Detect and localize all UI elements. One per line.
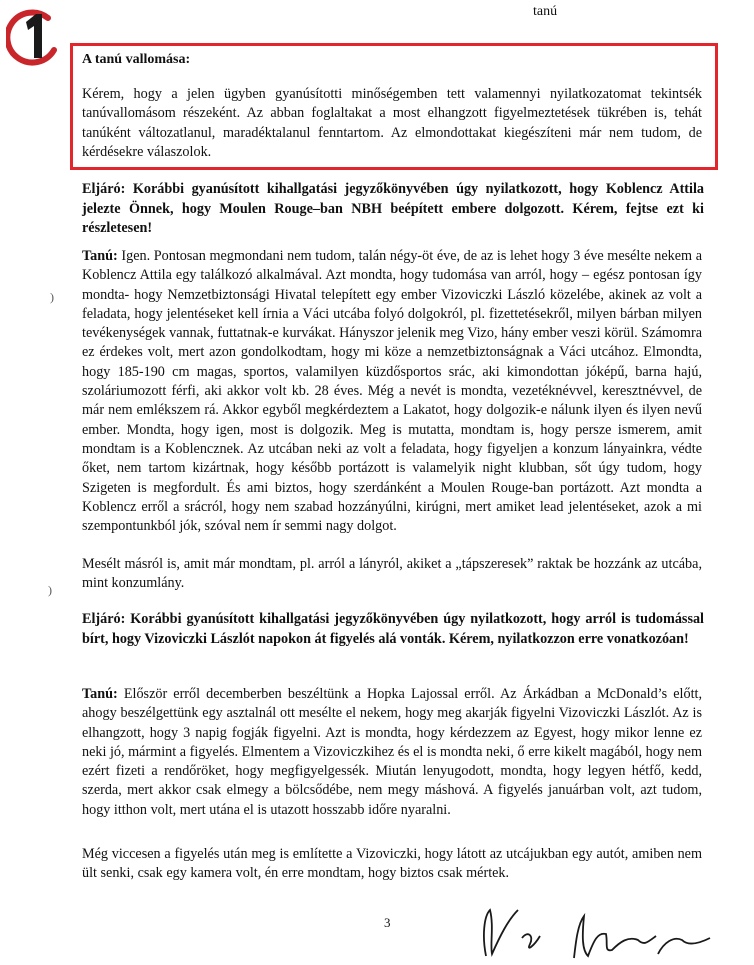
- header-word: tanú: [533, 4, 558, 19]
- answer-1-speaker: Tanú:: [82, 248, 118, 264]
- answer-2: [82, 685, 702, 820]
- answer-1-continued: Mesélt másról is, amit már mondtam, pl. arról a lányról, akiket a „tápszeresek” raktak be hozzánk az utcába, mint konzumlány.: [82, 556, 702, 592]
- margin-mark: ): [50, 290, 54, 304]
- answer-2-text: Először erről decemberben beszéltünk a Hopka Lajossal erről. Az Árkádban a McDonald’s előtt, ahogy beszélgettünk egy asztalnál ott mesélte el nekem, hogy meg akarják figyelni Vizoviczki Lászlót. Az is elhangzott, hogy 3 napig fogják figyelni. Azt is mondta, hogy kérdezzem az Egyest, hogy mikor lenne ez neki jó, mármint a figyelés. Elmentem a Vizoviczkihez és el is mondta neki, ő erre kikelt magából, hogy nem ezért fizeti a rendőröket, hogy megfigyelgessék. Miután lenyugodott, mondta, hogy legyen hétfő, kedd, szerda, mert akkor csak elmegy a bölcsődébe, nem megy máshová. A figyelés januárban volt, azt tudom, hogy itthon volt, mert utána el is utazott hosszabb időre nyaralni.: [82, 686, 702, 818]
- question-1-speaker: Eljáró:: [82, 181, 126, 197]
- answer-1-text: Igen. Pontosan megmondani nem tudom, talán négy-öt éve, de az is lehet hogy 3 éve mesélte nekem a Koblencz Attila egy találkozó alkalmával. Azt mondta, hogy tudomása van arról, hogy – egész pontosan így mondta- hogy Nemzetbiztonsági Hivatal telepített egy ember Vizoviczki László közelébe, akinek az volt a feladata, hogy jelentéseket kell írnia a Váci utcába folyó dolgokról, pl. fizettetésekről, milyen bárban milyen tevékenységek vannak, futtatnak-e kurvákat. Hányszor jelenik meg Vizo, hány ember veszi körül. Számomra ez érdekes volt, mert azon gondolkodtam, hogy mi köze a nemzetbiztonságnak a Váci utcához. Elmondta, hogy 185-190 cm magas, sportos, valamilyen küzdősportos srác, aki kimondottan jóképű, barna hajú, szoláriumozott férfi, aki akkor volt kb. 28 éves. Még a nevét is mondta, vezetéknévvel, keresztnévvel, de már nem emlékszem rá. Akkor egyből megkérdeztem a Lakatot, hogy dolgozik-e nálunk ilyen és ilyen nevű ember. Mondta, hogy igen, most is dolgozik. Meg is mutatta, mondtam is, hogy persze ismerem, amit mondtam is a Koblencznek. Az utcában neki az volt a feladata, hogy figyeljen a konzum lányainkra, védte őket, nem tartom kizártnak, hogy később portázott is valamelyik night klubban, sőt úgy tudom, hogy Szigeten is megfordult. És ami biztos, hogy szerdánként a Moulen Rouge-ban portázott. Azt mondta a Koblencz erről a srácról, hogy nem szabad hozzányúlni, kirúgni, mert amiket lead jelentéseket, azok a mi szempontunkból jók, szóval nem ír semmi nagy dolgot.: [82, 248, 702, 535]
- question-1: [82, 180, 704, 239]
- question-2: [82, 610, 704, 649]
- page-number: 3: [384, 915, 391, 930]
- question-1-text: Korábbi gyanúsított kihallgatási jegyzőkönyvében úgy nyilatkozott, hogy Koblencz Attila jelezte Önnek, hogy Moulen Rouge–ban NBH beépített embere dolgozott. Kérem, fejtse ezt ki részletesen!: [82, 181, 704, 236]
- logo: [6, 6, 66, 70]
- answer-2-continued: Még viccesen a figyelés után meg is említette a Vizoviczki, hogy látott az utcájukban egy autót, amiben nem ült senki, csak egy kamera volt, én erre mondtam, hogy biztos csak mértek.: [82, 846, 702, 882]
- margin-mark: ): [48, 583, 52, 597]
- signature: [478, 896, 754, 960]
- question-2-text: Korábbi gyanúsított kihallgatási jegyzőkönyvében úgy nyilatkozott, hogy arról is tudomással bírt, hogy Vizoviczki Lászlót napokon át figyelés alá vonták. Kérem, nyilatkozzon erre vonatkozóan!: [82, 611, 704, 647]
- answer-1: [82, 247, 702, 536]
- question-2-speaker: Eljáró:: [82, 611, 126, 627]
- statement-text: Kérem, hogy a jelen ügyben gyanúsítotti minőségemben tett valamennyi nyilatkozatomat tekintsék tanúvallomásom részeként. Az abban foglaltakat a most elhangzott figyelmeztetések tükrében is, tehát tanúként változatlanul, maradéktalanul fenntartom. Az elmondottakat kiegészíteni már nem tudom, de kérdésekre válaszolok.: [82, 86, 702, 160]
- statement-heading: A tanú vallomása:: [82, 52, 191, 67]
- answer-2-speaker: Tanú:: [82, 686, 118, 702]
